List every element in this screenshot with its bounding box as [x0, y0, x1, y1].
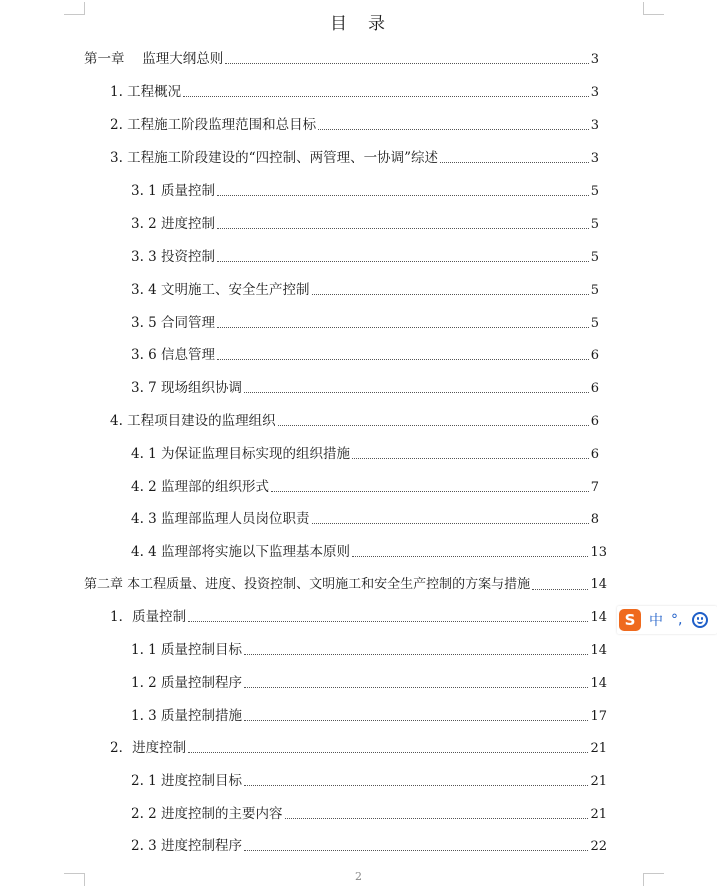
toc-leader: [217, 195, 589, 196]
toc-entry-page: 5: [590, 250, 599, 265]
toc-entry-page: 5: [590, 316, 599, 331]
toc-entry-page: 3: [590, 151, 599, 166]
toc-entry-text: 3. 3 投资控制: [131, 249, 216, 265]
toc-entry-page: 21: [590, 774, 607, 789]
page-number: 2: [355, 870, 362, 883]
toc-entry[interactable]: [110, 80, 599, 100]
toc-entry-page: 21: [590, 807, 607, 822]
toc-entry-page: 6: [590, 348, 599, 363]
toc-entry-page: 3: [590, 85, 599, 100]
toc-entry-text: 2. 工程施工阶段监理范围和总目标: [110, 117, 317, 133]
toc-entry-page: 6: [590, 447, 599, 462]
toc-leader: [440, 162, 589, 163]
toc-leader: [217, 359, 589, 360]
toc-entry[interactable]: [131, 638, 607, 658]
toc-entry[interactable]: [131, 343, 599, 363]
toc-entry[interactable]: [131, 311, 599, 331]
toc-entry-text: 2. 3 进度控制程序: [131, 838, 243, 854]
toc-entry-page: 14: [590, 676, 607, 691]
toc-leader: [318, 129, 589, 130]
toc-entry-text: 1. 工程概况: [110, 84, 182, 100]
toc-title: 目 录: [330, 14, 387, 34]
toc-entry-page: 22: [590, 839, 607, 854]
toc-entry[interactable]: [110, 736, 607, 756]
toc-leader: [244, 850, 588, 851]
toc-entry[interactable]: [131, 278, 599, 298]
toc-entry-text: 第一章 监理大纲总则: [84, 51, 224, 67]
toc-entry-text: 4. 3 监理部监理人员岗位职责: [131, 511, 310, 527]
toc-entry[interactable]: [131, 671, 607, 691]
toc-entry[interactable]: [110, 605, 607, 625]
toc-entry[interactable]: [131, 376, 599, 396]
toc-entry-page: 5: [590, 184, 599, 199]
toc-entry-text: 1. 1 质量控制目标: [131, 642, 243, 658]
toc-leader: [244, 392, 589, 393]
toc-entry-page: 17: [590, 709, 607, 724]
toc-leader: [217, 228, 589, 229]
toc-entry-page: 14: [590, 643, 607, 658]
toc-entry-text: 3. 6 信息管理: [131, 347, 216, 363]
toc-leader: [285, 818, 589, 819]
toc-leader: [244, 720, 588, 721]
toc-leader: [244, 687, 588, 688]
toc-entry-text: 2. 1 进度控制目标: [131, 773, 243, 789]
toc-entry[interactable]: [110, 146, 599, 166]
toc-entry-page: 5: [590, 217, 599, 232]
toc-entry-text: 第二章 本工程质量、进度、投资控制、文明施工和安全生产控制的方案与措施: [84, 577, 531, 592]
toc-entry-text: 4. 工程项目建设的监理组织: [110, 413, 276, 429]
toc-entry-page: 3: [590, 118, 599, 133]
toc-entry-text: 2. 2 进度控制的主要内容: [131, 806, 283, 822]
toc-leader: [312, 294, 589, 295]
toc-leader: [244, 785, 588, 786]
toc-entry-page: 5: [590, 283, 599, 298]
toc-leader: [271, 491, 589, 492]
toc-entry-page: 13: [590, 545, 607, 560]
toc-entry[interactable]: [131, 212, 599, 232]
toc-entry-text: 3. 4 文明施工、安全生产控制: [131, 282, 310, 298]
toc-entry[interactable]: [131, 540, 607, 560]
toc-entry-page: 8: [590, 512, 599, 527]
toc-leader: [217, 261, 589, 262]
toc-entry[interactable]: [84, 573, 607, 593]
toc-entry-text: 4. 2 监理部的组织形式: [131, 479, 270, 495]
toc-entry[interactable]: [84, 47, 599, 67]
toc-entry-page: 6: [590, 414, 599, 429]
toc-entry-page: 6: [590, 381, 599, 396]
toc-entry-page: 14: [590, 577, 607, 592]
toc-entry-text: 1. 2 质量控制程序: [131, 675, 243, 691]
toc-entry[interactable]: [131, 442, 599, 462]
toc-entry-text: 3. 工程施工阶段建设的“四控制、两管理、一协调”综述: [110, 150, 438, 166]
toc-leader: [278, 425, 589, 426]
ime-punctuation-toggle[interactable]: °,: [671, 612, 683, 628]
toc-entry[interactable]: [110, 409, 599, 429]
toc-entry-page: 14: [590, 610, 607, 625]
toc-entry-text: 3. 1 质量控制: [131, 183, 216, 199]
toc-entry[interactable]: [131, 179, 599, 199]
toc-entry-page: 3: [590, 52, 599, 67]
toc-entry[interactable]: [110, 113, 599, 133]
toc-leader: [188, 752, 588, 753]
toc-leader: [217, 327, 589, 328]
toc-entry-text: 3. 2 进度控制: [131, 216, 216, 232]
toc-entry[interactable]: [131, 704, 607, 724]
toc-entry-page: 21: [590, 741, 607, 756]
toc-entry[interactable]: [131, 802, 607, 822]
toc-entry-text: 1．质量控制: [110, 609, 187, 625]
toc-entry-page: 7: [590, 480, 599, 495]
toc-leader: [225, 63, 588, 64]
toc-entry[interactable]: [131, 507, 599, 527]
ime-toolbar[interactable]: [617, 606, 717, 634]
toc-entry-text: 2．进度控制: [110, 740, 187, 756]
toc-leader: [183, 96, 589, 97]
toc-leader: [244, 654, 588, 655]
toc-entry-text: 4. 4 监理部将实施以下监理基本原则: [131, 544, 351, 560]
toc-leader: [532, 589, 588, 590]
toc-leader: [188, 621, 588, 622]
smiley-icon[interactable]: [692, 612, 708, 628]
toc-entry[interactable]: [131, 475, 599, 495]
toc-leader: [352, 556, 588, 557]
sogou-logo-icon[interactable]: S: [619, 609, 641, 631]
toc-entry-text: 4. 1 为保证监理目标实现的组织措施: [131, 446, 351, 462]
toc-entry[interactable]: [131, 245, 599, 265]
toc-entry[interactable]: [131, 834, 607, 854]
ime-mode-toggle[interactable]: 中: [649, 613, 663, 629]
toc-entry-text: 3. 5 合同管理: [131, 315, 216, 331]
toc-entry-text: 3. 7 现场组织协调: [131, 380, 243, 396]
toc-entry[interactable]: [131, 769, 607, 789]
toc-leader: [352, 458, 589, 459]
toc-entry-text: 1. 3 质量控制措施: [131, 708, 243, 724]
toc-leader: [312, 523, 589, 524]
